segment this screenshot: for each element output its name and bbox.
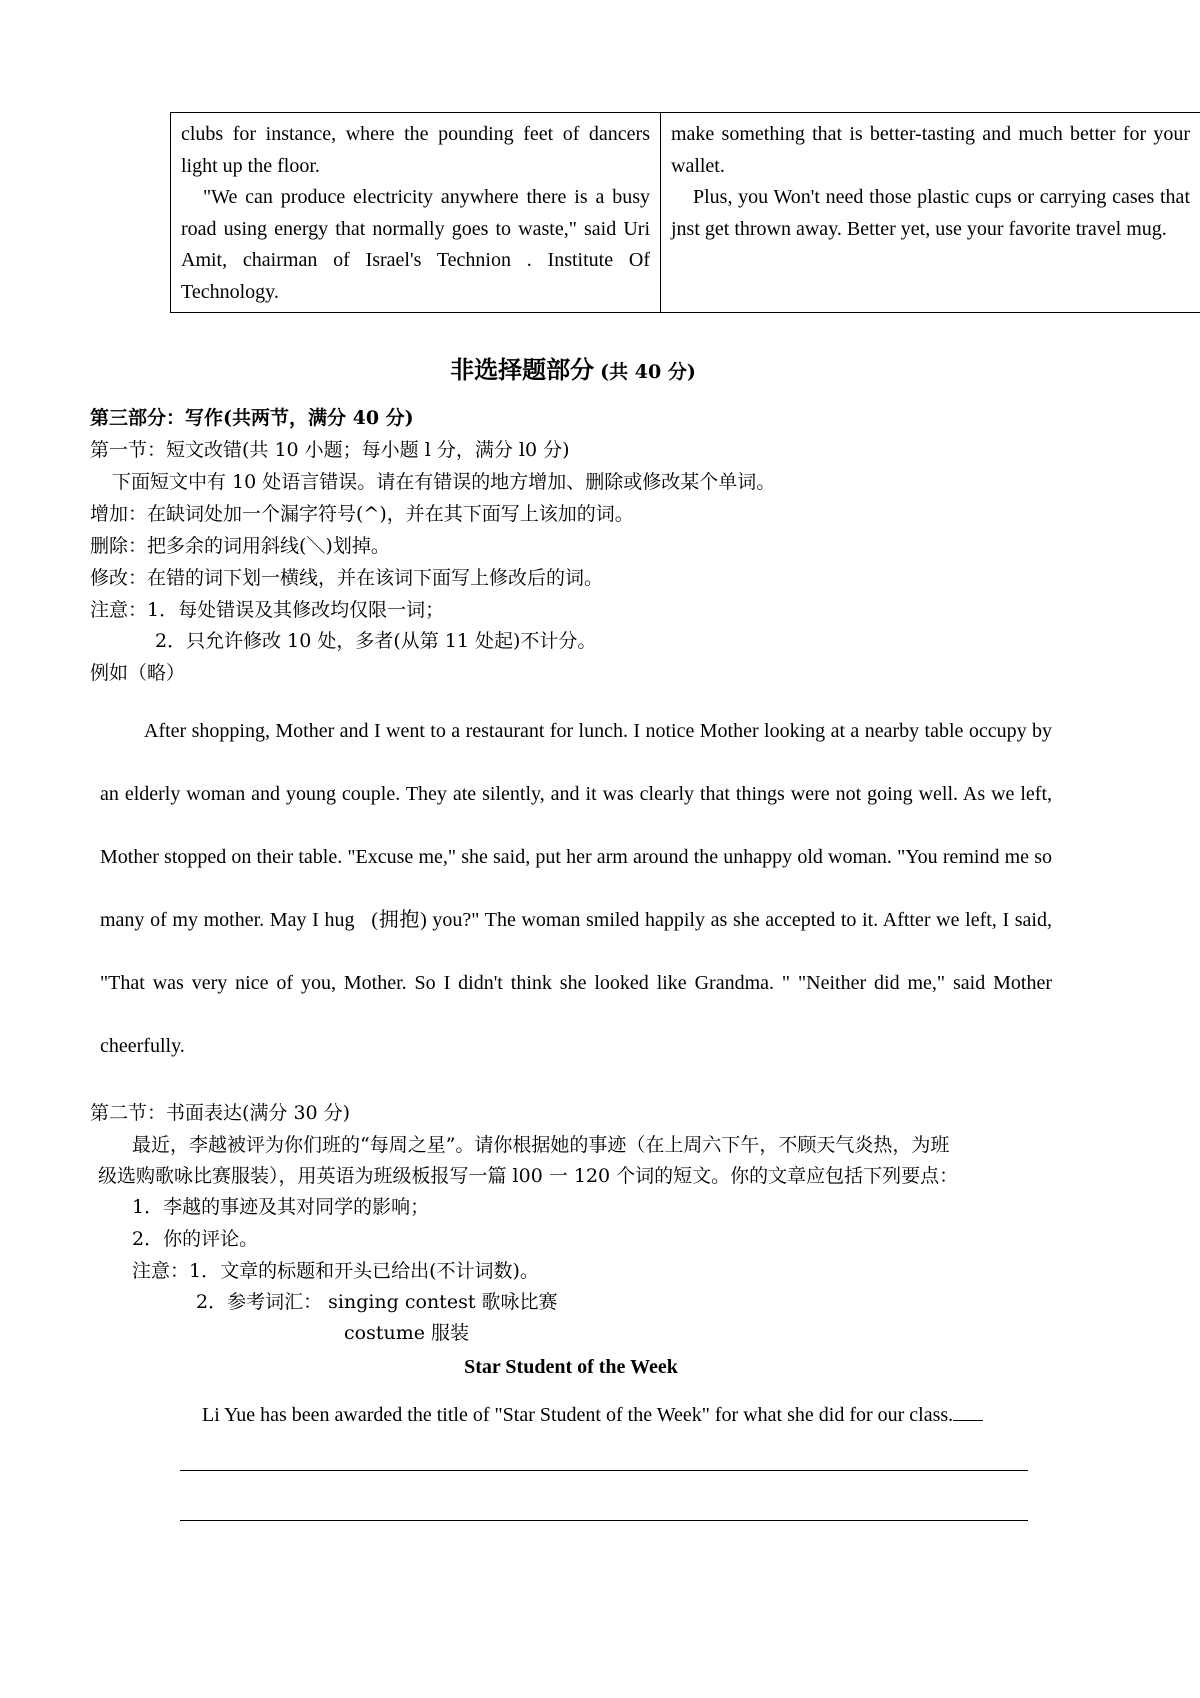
right-column xyxy=(661,113,1200,312)
right-paragraph-1: make something that is better-tasting and much better for your wallet. xyxy=(671,123,1190,177)
section-title-text: 非选择题部分 xyxy=(450,355,595,384)
essay-opening-text: Li Yue has been awarded the title of "Star Student of the Week" for what she did for our class. xyxy=(202,1404,954,1426)
sec2-note-3: costume 服装 xyxy=(344,1322,470,1344)
sec1-intro: 下面短文中有 10 处语言错误。请在有错误的地方增加、删除或修改某个单词。 xyxy=(112,471,776,493)
example-label: 例如（略） xyxy=(90,662,186,684)
sec2-prompt-line-1: 最近，李越被评为你们班的“每周之星”。请你根据她的事迹（在上周六下午，不顾天气炎热，为班 xyxy=(132,1134,950,1156)
section-score: (共 40 分) xyxy=(600,361,696,383)
part3-heading: 第三部分：写作(共两节，满分 40 分) xyxy=(90,407,414,429)
sec2-prompt-line-2: 级选购歌咏比赛服装），用英语为班级板报写一篇 l00 一 120 个词的短文。你的文章应包括下列要点： xyxy=(98,1165,959,1187)
essay-title: Star Student of the Week xyxy=(464,1356,678,1378)
sec1-heading: 第一节：短文改错(共 10 小题；每小题 l 分，满分 l0 分) xyxy=(90,439,570,461)
note-1: 注意：1．每处错误及其修改均仅限一词； xyxy=(90,599,445,621)
left-column xyxy=(171,113,661,312)
sec2-note-2: 2．参考词汇： singing contest 歌咏比赛 xyxy=(196,1291,558,1313)
sec2-heading: 第二节：书面表达(满分 30 分) xyxy=(90,1102,351,1124)
left-paragraph-2: "We can produce electricity anywhere there is a busy road using energy that normally goes to waste," said Uri Amit, chairman of Israel's Technion . Institute Of Technology. xyxy=(181,186,650,303)
section-title xyxy=(0,350,1146,385)
rule-delete: 删除：把多余的词用斜线(＼)划掉。 xyxy=(90,535,390,557)
rule-add: 增加：在缺词处加一个漏字符号(^)，并在其下面写上该加的词。 xyxy=(90,503,634,525)
note-2: 2．只允许修改 10 处，多者(从第 11 处起)不计分。 xyxy=(155,630,597,652)
error-correction-passage: After shopping, Mother and I went to a restaurant for lunch. I notice Mother looking at a nearby table occupy by an elderly woman and young couple. They ate silently, and it was clearly that things were not going well. As we left, Mother stopped on their table. "Excuse me," she said, put her arm around the unhappy old woman. "You remind me so many of my mother. May I hug (拥抱) you?" The woman smiled happily as she accepted to it. Aftter we left, I said, "That was very nice of you, Mother. So I didn't think she looked like Grandma. " "Neither did me," said Mother cheerfully. xyxy=(100,720,1052,1057)
answer-line-1[interactable] xyxy=(180,1470,1028,1471)
reading-passage-table xyxy=(170,112,1200,313)
sec2-point-1: 1．李越的事迹及其对同学的影响； xyxy=(132,1196,430,1218)
answer-line-2[interactable] xyxy=(180,1520,1028,1521)
right-paragraph-2: Plus, you Won't need those plastic cups or carrying cases that jnst get thrown away. Better yet, use your favorite travel mug. xyxy=(671,186,1190,240)
sec2-point-2: 2．你的评论。 xyxy=(132,1228,259,1250)
left-paragraph-1: clubs for instance, where the pounding feet of dancers light up the floor. xyxy=(181,123,650,177)
answer-blank-short[interactable] xyxy=(953,1402,983,1421)
sec2-note-1: 注意：1．文章的标题和开头已给出(不计词数)。 xyxy=(132,1260,539,1282)
rule-modify: 修改：在错的词下划一横线，并在该词下面写上修改后的词。 xyxy=(90,567,604,589)
essay-opening xyxy=(202,1402,983,1427)
